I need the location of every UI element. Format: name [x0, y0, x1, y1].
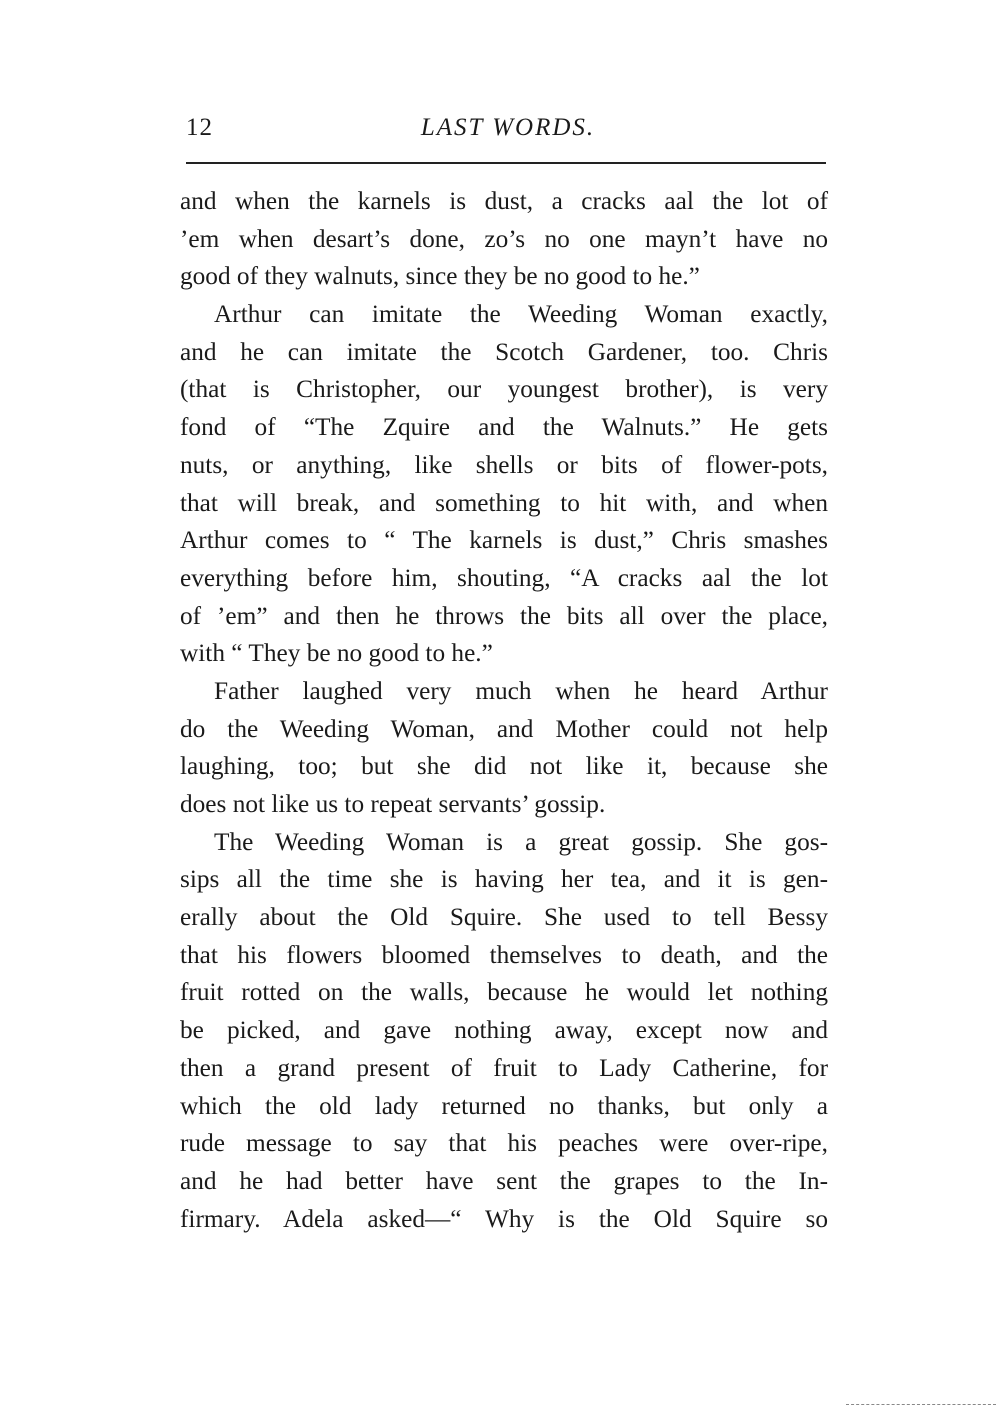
text-line: everything before him, shouting, “A cracks aal the lot [180, 563, 828, 592]
text-line: that will break, and something to hit with, and when [180, 488, 828, 517]
text-line: fruit rotted on the walls, because he would let nothing [180, 978, 828, 1007]
text-line: good of they walnuts, since they be no good to he.” [180, 262, 700, 291]
text-line: that his flowers bloomed themselves to death, and the [180, 940, 828, 969]
text-line: sips all the time she is having her tea, and it is gen- [180, 865, 828, 894]
text-line: and he can imitate the Scotch Gardener, too. Chris [180, 337, 828, 366]
running-title: LAST WORDS. [420, 114, 596, 141]
text-line: and when the karnels is dust, a cracks aal the lot of [180, 187, 828, 215]
text-line: which the old lady returned no thanks, but only a [180, 1091, 828, 1120]
text-line: (that is Christopher, our youngest brother), is very [180, 375, 828, 404]
text-line: laughing, too; but she did not like it, because she [180, 752, 828, 781]
paragraph-start-line: Father laughed very much when he heard Arthur [214, 676, 828, 705]
text-line: then a grand present of fruit to Lady Catherine, for [180, 1053, 828, 1082]
text-line: fond of “The Zquire and the Walnuts.” He gets [180, 413, 828, 442]
text-line: nuts, or anything, like shells or bits of flower-pots, [180, 450, 828, 479]
paragraph-start-line: Arthur can imitate the Weeding Woman exactly, [214, 300, 828, 329]
text-line: rude message to say that his peaches were over-ripe, [180, 1129, 828, 1158]
text-line: firmary. Adela asked—“ Why is the Old Squire so [180, 1204, 828, 1233]
header-rule [186, 162, 826, 164]
text-line: of ’em” and then he throws the bits all over the place, [180, 601, 828, 630]
text-line: with “ They be no good to he.” [180, 639, 493, 668]
page-edge-mark [846, 1404, 996, 1405]
text-line: be picked, and gave nothing away, except now and [180, 1016, 828, 1045]
text-line: Arthur comes to “ The karnels is dust,” Chris smashes [180, 526, 828, 555]
text-line: and he had better have sent the grapes to the In- [180, 1166, 828, 1195]
text-line: ’em when desart’s done, zo’s no one mayn’t have no [180, 224, 828, 253]
paragraph-start-line: The Weeding Woman is a great gossip. She gos- [214, 827, 828, 856]
text-line: erally about the Old Squire. She used to tell Bessy [180, 903, 828, 932]
text-line: does not like us to repeat servants’ gossip. [180, 790, 606, 818]
page-number: 12 [186, 114, 213, 141]
text-line: do the Weeding Woman, and Mother could not help [180, 714, 828, 743]
body-text [180, 183, 828, 1238]
